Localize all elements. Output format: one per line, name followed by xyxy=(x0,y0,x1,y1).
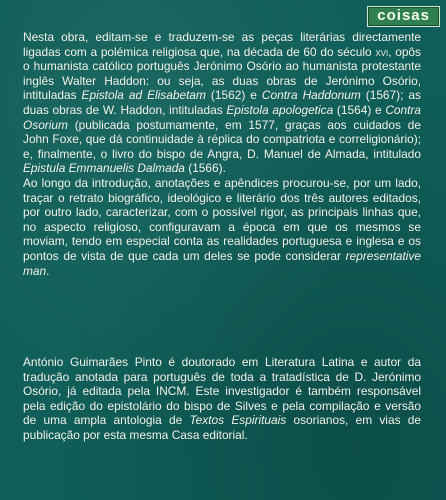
work-title: Contra Osorium xyxy=(23,102,422,132)
watermark-logo: coisas xyxy=(367,6,440,27)
work-title: Epistola ad Elisabetam xyxy=(81,88,206,103)
synopsis-text xyxy=(23,30,421,278)
work-title: Epistula Emmanuelis Dalmada xyxy=(23,161,185,176)
paragraph-bio: António Guimarães Pinto é doutorado em Literatura Latina e autor da tradução anotada para português de toda a tratadística de D. Jerónimo Osório, já editada pela INCM. Este investigador é também responsável pela edição do epistolário do bispo de Silves e pela compilação e versão de uma ampla antologia de Textos Espirituais osorianos, em vias de publicação por esta mesma Casa editorial. xyxy=(23,355,421,442)
work-title: Contra Haddonum xyxy=(261,88,361,103)
author-bio xyxy=(23,355,421,443)
paragraph-synopsis-1: Nesta obra, editam-se e traduzem-se as peças literárias directamente ligadas com a polémica religiosa que, na década de 60 do século xvi, opôs o humanista católico português Jerónimo Osório ao humanista protestante inglês Walter Haddon: ou seja, as duas obras de Jerónimo Osório, intituladas Epistola ad Elisabetam (1562) e Contra Haddonum (1567); as duas obras de W. Haddon, intituladas Epistola apologetica (1564) e Contra Osorium (publicada postumamente, em 1577, graças aos cuidados de John Foxe, que dá continuidade à réplica do compatriota e correligionário); e, finalmente, o livro do bispo de Angra, D. Manuel de Almada, intitulado Epistula Emmanuelis Dalmada (1566). xyxy=(23,30,422,176)
paragraph-synopsis-2: Ao longo da introdução, anotações e apêndices procurou-se, por um lado, traçar o retrato biográfico, ideológico e literário dos três autores editados, por outro lado, caracterizar, com o possível rigor, as principais linhas que, no aspecto religioso, configuravam a época em que os mesmos se moviam, tendo em especial conta as realidades portuguesa e inglesa e os pontos de vista de que cada um deles se pode considerar representative man. xyxy=(23,175,421,278)
work-title: Epistola apologetica xyxy=(226,102,334,117)
work-title: Textos Espirituais xyxy=(189,413,287,428)
